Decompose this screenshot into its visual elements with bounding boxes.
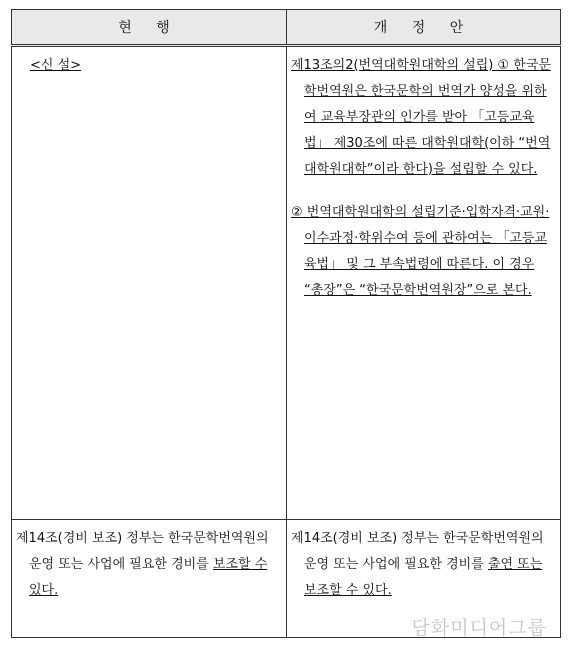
article-14-revised-text: 제14조(경비 보조) 정부는 한국문학번역원의 운영 또는 사업에 필요한 경비를 — [291, 531, 544, 572]
table-row — [12, 46, 561, 520]
header-current: 현 행 — [12, 10, 287, 46]
article-13-2-paragraph-1: 제13조의2(번역대학원대학의 설립) ① 한국문학번역원은 한국문학의 번역가 양성을 위하여 교육부장관의 인가를 받아 「고등교육법」 제30조에 따른 대학원대학(이하 “번역대학원대학”이라 한다)을 설립할 수 있다. — [291, 58, 551, 177]
table-row — [12, 520, 561, 638]
article-14-current-text: 제14조(경비 보조) 정부는 한국문학번역원의 운영 또는 사업에 필요한 경비를 — [16, 531, 269, 572]
article-13-2-paragraph-2: ② 번역대학원대학의 설립기준·입학자격·교원·이수과정·학위수여 등에 관하여는 「고등교육법」 및 그 부속법령에 따른다. 이 경우 “총장”은 “한국문학번역원장”으로 본다. — [291, 205, 550, 298]
article-14-revised-underlined: 출연 또는 보조할 수 있다. — [304, 557, 543, 598]
new-provision-label: <신 설> — [30, 58, 82, 73]
header-revised: 개 정 안 — [287, 10, 561, 46]
article-14-current-underlined: 보조할 수 있다. — [29, 557, 268, 598]
comparison-table — [11, 9, 561, 638]
watermark: 담화미디어그룹 — [411, 617, 547, 639]
row1-revised-cell — [287, 46, 561, 520]
row2-revised-cell — [287, 520, 561, 638]
row1-current-cell — [12, 46, 287, 520]
comparison-table-container — [11, 9, 560, 642]
header-row — [12, 10, 561, 46]
row2-current-cell — [12, 520, 287, 638]
